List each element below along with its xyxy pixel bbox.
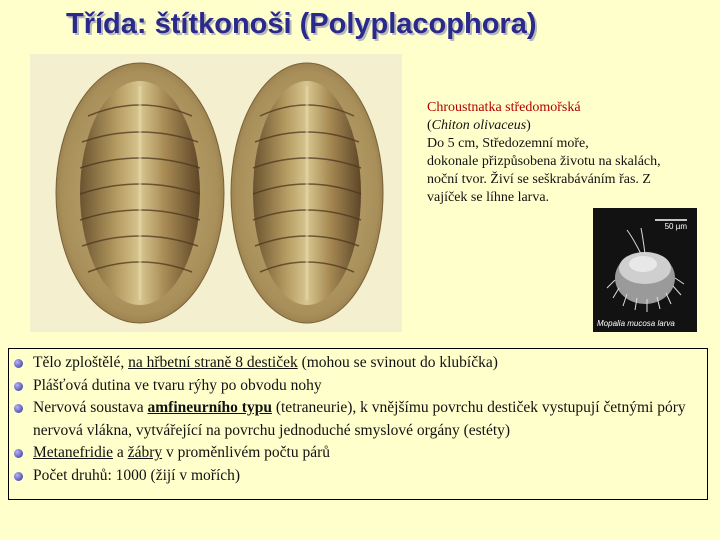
slide-title: Třída: štítkonoši (Polyplacophora) — [66, 8, 537, 40]
bullet-item: Počet druhů: 1000 (žijí v mořích) — [14, 465, 704, 488]
species-name: Chroustnatka středomořská — [427, 100, 581, 115]
chiton-photo — [30, 54, 402, 332]
caption-line-2: dokonale přizpůsobena životu na skalách, — [427, 154, 661, 169]
bullet-dot — [14, 449, 23, 458]
caption-line-3: noční tvor. Živí se seškrabáváním řas. Z — [427, 172, 651, 187]
bullet-item: Tělo zploštělé, na hřbetní straně 8 destiček (mohou se svinout do klubíčka) — [14, 352, 704, 375]
caption-line-1: Do 5 cm, Středozemní moře, — [427, 136, 589, 151]
bullet-dot — [14, 404, 23, 413]
chiton-left — [56, 63, 224, 323]
micrograph-caption: Mopalia mucosa larva — [597, 319, 675, 328]
larva-micrograph — [593, 208, 697, 332]
scale-label: 50 µm — [664, 222, 687, 231]
caption-line-4: vajíček se líhne larva. — [427, 190, 550, 205]
chiton-right — [231, 63, 383, 323]
bullet-item: Nervová soustava amfineurního typu (tetraneurie), k vnějšímu povrchu destiček vystupují četnými póry nervová vlákna, vytvářející na povrchu jednoduché smyslové orgány (estéty) — [14, 397, 704, 442]
bullet-dot — [14, 359, 23, 368]
scientific-name: (Chiton olivaceus) — [427, 118, 531, 133]
bullet-item: Metanefridie a žábry v proměnlivém počtu párů — [14, 442, 704, 465]
species-caption — [427, 99, 717, 207]
bullet-list — [14, 352, 704, 487]
bullet-dot — [14, 382, 23, 391]
bullet-dot — [14, 472, 23, 481]
bullet-item: Plášťová dutina ve tvaru rýhy po obvodu nohy — [14, 375, 704, 398]
